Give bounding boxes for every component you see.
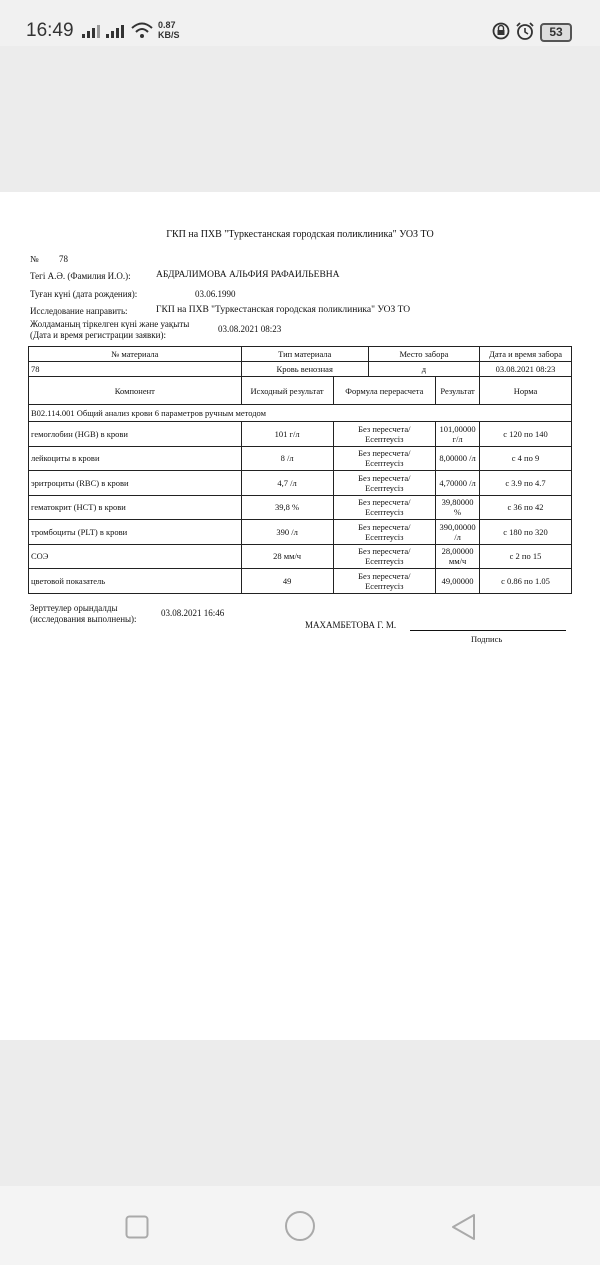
component-header: Компонент bbox=[29, 377, 242, 405]
norm-cell: с 0.86 по 1.05 bbox=[480, 569, 572, 594]
initial-result-cell: 4,7 /л bbox=[241, 471, 333, 496]
results-header-row bbox=[29, 377, 572, 405]
home-button[interactable] bbox=[284, 1210, 316, 1242]
signer-name: МАХАМБЕТОВА Г. М. bbox=[305, 620, 397, 630]
norm-header: Норма bbox=[480, 377, 572, 405]
collection-place: д bbox=[368, 362, 479, 377]
result-cell: 28,00000 мм/ч bbox=[436, 544, 480, 569]
document-title: ГКП на ПХВ "Туркестанская городская поликлиника" УОЗ ТО bbox=[166, 229, 434, 240]
component-cell: гематокрит (HCT) в крови bbox=[29, 495, 242, 520]
viewer-background-bottom bbox=[0, 1040, 600, 1186]
norm-cell: с 180 по 320 bbox=[480, 520, 572, 545]
component-cell: СОЭ bbox=[29, 544, 242, 569]
completed-label: Зерттеулер орындалды (исследования выполнены): bbox=[30, 603, 137, 624]
table-row bbox=[29, 495, 572, 520]
material-header-row bbox=[29, 347, 572, 362]
norm-cell: с 120 по 140 bbox=[480, 422, 572, 447]
number-value: 78 bbox=[59, 254, 68, 264]
back-button[interactable] bbox=[450, 1213, 476, 1241]
formula-cell: Без пересчета/ Есептеусіз bbox=[333, 495, 436, 520]
formula-cell: Без пересчета/ Есептеусіз bbox=[333, 544, 436, 569]
status-bar bbox=[0, 0, 600, 46]
section-title: В02.114.001 Общий анализ крови 6 параметров ручным методом bbox=[29, 405, 572, 422]
component-cell: эритроциты (RBC) в крови bbox=[29, 471, 242, 496]
result-cell: 101,00000 г/л bbox=[436, 422, 480, 447]
initial-result-cell: 101 г/л bbox=[241, 422, 333, 447]
material-type-header: Тип материала bbox=[241, 347, 368, 362]
material-type: Кровь венозная bbox=[241, 362, 368, 377]
result-header: Результат bbox=[436, 377, 480, 405]
component-cell: гемоглобин (HGB) в крови bbox=[29, 422, 242, 447]
table-row bbox=[29, 544, 572, 569]
collection-date: 03.08.2021 08:23 bbox=[480, 362, 572, 377]
collection-place-header: Место забора bbox=[368, 347, 479, 362]
norm-cell: с 3.9 по 4.7 bbox=[480, 471, 572, 496]
component-cell: тромбоциты (PLT) в крови bbox=[29, 520, 242, 545]
recent-apps-button[interactable] bbox=[125, 1215, 149, 1239]
component-cell: цветовой показатель bbox=[29, 569, 242, 594]
initial-result-cell: 28 мм/ч bbox=[241, 544, 333, 569]
norm-cell: с 36 по 42 bbox=[480, 495, 572, 520]
collection-date-header: Дата и время забора bbox=[480, 347, 572, 362]
signal-icon-2 bbox=[106, 24, 128, 38]
clock: 16:49 bbox=[26, 20, 74, 41]
birth-date-label: Туған күні (дата рождения): bbox=[30, 289, 138, 299]
table-row bbox=[29, 446, 572, 471]
table-row bbox=[29, 471, 572, 496]
sent-to-value: ГКП на ПХВ "Туркестанская городская поликлиника" УОЗ ТО bbox=[156, 305, 411, 315]
navigation-bar bbox=[0, 1186, 600, 1265]
formula-cell: Без пересчета/ Есептеусіз bbox=[333, 569, 436, 594]
table-row bbox=[29, 520, 572, 545]
network-speed: 0.87 KB/S bbox=[158, 20, 180, 40]
result-cell: 8,00000 /л bbox=[436, 446, 480, 471]
signature-line bbox=[410, 630, 566, 631]
number-label: № bbox=[30, 254, 39, 264]
section-row bbox=[29, 405, 572, 422]
norm-cell: с 2 по 15 bbox=[480, 544, 572, 569]
initial-result-header: Исходный результат bbox=[241, 377, 333, 405]
alarm-icon bbox=[515, 21, 535, 41]
result-cell: 4,70000 /л bbox=[436, 471, 480, 496]
initial-result-cell: 39,8 % bbox=[241, 495, 333, 520]
formula-header: Формула перерасчета bbox=[333, 377, 436, 405]
initial-result-cell: 8 /л bbox=[241, 446, 333, 471]
material-number-header: № материала bbox=[29, 347, 242, 362]
completed-date: 03.08.2021 16:46 bbox=[161, 608, 225, 618]
result-cell: 390,00000 /л bbox=[436, 520, 480, 545]
lock-rotation-icon bbox=[492, 22, 510, 40]
results-body bbox=[29, 422, 572, 594]
initial-result-cell: 49 bbox=[241, 569, 333, 594]
formula-cell: Без пересчета/ Есептеусіз bbox=[333, 471, 436, 496]
result-cell: 39,80000 % bbox=[436, 495, 480, 520]
signal-icon bbox=[82, 24, 104, 38]
table-row bbox=[29, 569, 572, 594]
material-number: 78 bbox=[29, 362, 242, 377]
initial-result-cell: 390 /л bbox=[241, 520, 333, 545]
patient-name-label: Тегі А.Ә. (Фамилия И.О.): bbox=[30, 271, 131, 281]
formula-cell: Без пересчета/ Есептеусіз bbox=[333, 422, 436, 447]
patient-name: АБДРАЛИМОВА АЛЬФИЯ РАФАИЛЬЕВНА bbox=[156, 270, 340, 280]
table-row bbox=[29, 422, 572, 447]
registration-date: 03.08.2021 08:23 bbox=[218, 324, 282, 334]
battery-indicator: 53 bbox=[540, 23, 572, 42]
viewer-background-top bbox=[0, 46, 600, 192]
formula-cell: Без пересчета/ Есептеусіз bbox=[333, 446, 436, 471]
result-cell: 49,00000 bbox=[436, 569, 480, 594]
sent-to-label: Исследование направить: bbox=[30, 306, 128, 316]
results-table bbox=[28, 346, 572, 594]
formula-cell: Без пересчета/ Есептеусіз bbox=[333, 520, 436, 545]
signature-label: Подпись bbox=[471, 634, 503, 644]
birth-date: 03.06.1990 bbox=[195, 289, 236, 299]
norm-cell: с 4 по 9 bbox=[480, 446, 572, 471]
wifi-icon bbox=[130, 21, 154, 39]
material-row bbox=[29, 362, 572, 377]
component-cell: лейкоциты в крови bbox=[29, 446, 242, 471]
registration-label: Жолдаманың тіркелген күні және уақыты (Дата и время регистрации заявки): bbox=[30, 319, 190, 340]
